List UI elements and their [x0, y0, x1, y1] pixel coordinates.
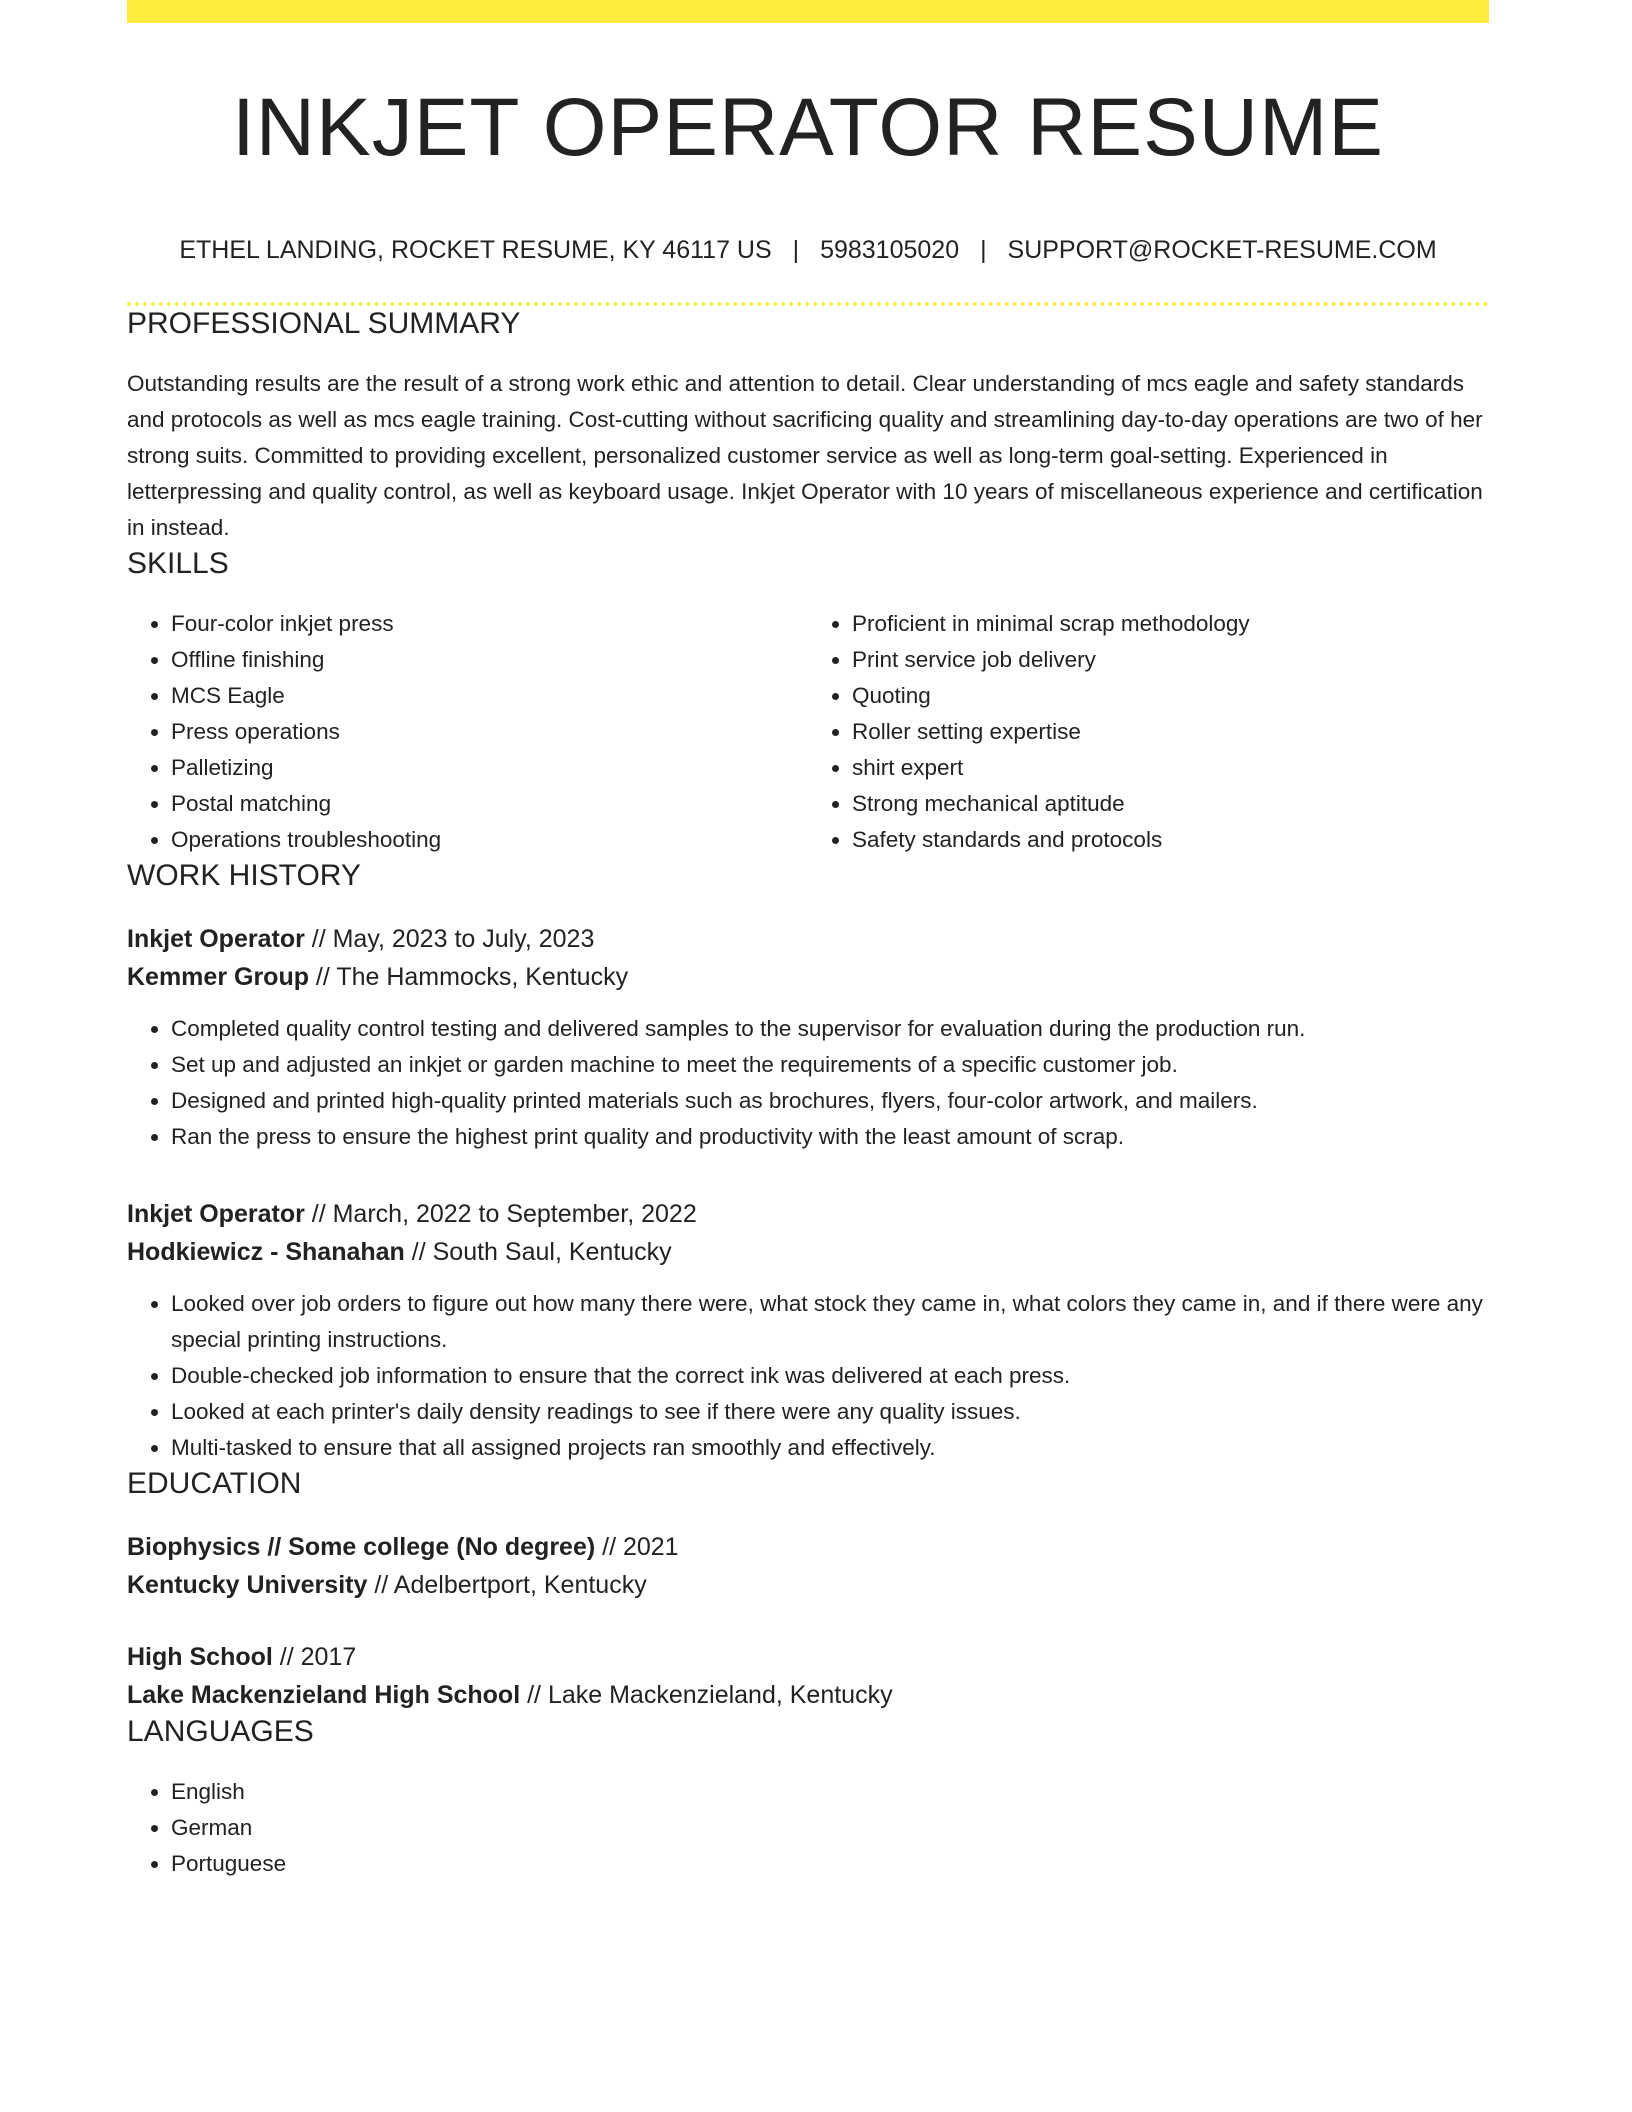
education-degree: High School [127, 1643, 273, 1672]
education-degree-line [127, 1528, 1489, 1566]
language-item: • German [171, 1810, 1489, 1846]
skill-item: • Four-color inkjet press [171, 606, 808, 642]
education-entry [127, 1638, 1489, 1714]
skill-item: • Operations troubleshooting [171, 822, 808, 858]
skills-left-list [127, 606, 808, 858]
job-dates: // May, 2023 to July, 2023 [304, 925, 595, 954]
skill-item: • Offline finishing [171, 642, 808, 678]
education-location: // Adelbertport, Kentucky [367, 1571, 647, 1600]
skill-item: • Strong mechanical aptitude [852, 786, 1489, 822]
job-company-line [127, 1233, 1489, 1271]
resume-page [127, 0, 1489, 1882]
summary-text: Outstanding results are the result of a strong work ethic and attention to detail. Clear understanding of mcs eagle and safety standards and protocols as well as mcs eagle training. Cost-cutting without sacrificing quality and streamlining day-to-day operations are two of her strong suits. Committed to providing excellent, personalized customer service as well as long-term goal-setting. Experienced in letterpressing and quality control, as well as keyboard usage. Inkjet Operator with 10 years of miscellaneous experience and certification in instead. [127, 371, 1483, 541]
education-school: Kentucky University [127, 1571, 368, 1600]
skill-item: • Palletizing [171, 750, 808, 786]
job-bullet: • Looked over job orders to figure out how many there were, what stock they came in, what colors they came in, and if there were any special printing instructions. [171, 1286, 1489, 1358]
job-company: Hodkiewicz - Shanahan [127, 1238, 405, 1267]
contact-separator: | [792, 236, 800, 265]
work-history-heading: WORK HISTORY [127, 859, 361, 893]
job-title-line [127, 920, 1489, 958]
education-location: // Lake Mackenzieland, Kentucky [520, 1681, 893, 1710]
job-bullet: • Double-checked job information to ensure that the correct ink was delivered at each press. [171, 1358, 1489, 1394]
skill-item: • Roller setting expertise [852, 714, 1489, 750]
education-school-line [127, 1566, 1489, 1604]
job-bullet: • Ran the press to ensure the highest print quality and productivity with the least amount of scrap. [171, 1119, 1489, 1155]
contact-line [127, 235, 1489, 265]
skill-item: • Safety standards and protocols [852, 822, 1489, 858]
accent-top-bar [127, 0, 1489, 23]
contact-address: ETHEL LANDING, ROCKET RESUME, KY 46117 US [179, 236, 772, 265]
education-school-line [127, 1676, 1489, 1714]
education-degree: Biophysics // Some college (No degree) [127, 1533, 596, 1562]
job-entry [127, 1195, 1489, 1466]
skill-item: • Print service job delivery [852, 642, 1489, 678]
job-bullets [127, 1286, 1489, 1466]
skill-item: • Quoting [852, 678, 1489, 714]
job-bullet: • Set up and adjusted an inkjet or garden machine to meet the requirements of a specific customer job. [171, 1047, 1489, 1083]
education-school: Lake Mackenzieland High School [127, 1681, 521, 1710]
job-location: // South Saul, Kentucky [404, 1238, 672, 1267]
education-degree-line [127, 1638, 1489, 1676]
contact-phone: 5983105020 [820, 236, 960, 265]
job-title-line [127, 1195, 1489, 1233]
job-bullet: • Completed quality control testing and delivered samples to the supervisor for evaluation during the production run. [171, 1011, 1489, 1047]
skill-item: • Proficient in minimal scrap methodology [852, 606, 1489, 642]
job-role: Inkjet Operator [127, 925, 305, 954]
skill-item: • shirt expert [852, 750, 1489, 786]
language-item: • Portuguese [171, 1846, 1489, 1882]
summary-heading: PROFESSIONAL SUMMARY [127, 307, 521, 341]
education-entry [127, 1528, 1489, 1604]
job-location: // The Hammocks, Kentucky [308, 963, 629, 992]
education-year: // 2021 [595, 1533, 679, 1562]
skills-columns [127, 606, 1489, 858]
resume-title: INKJET OPERATOR RESUME [232, 82, 1384, 173]
job-bullets [127, 1011, 1489, 1155]
job-bullet: • Designed and printed high-quality printed materials such as brochures, flyers, four-color artwork, and mailers. [171, 1083, 1489, 1119]
language-item: • English [171, 1774, 1489, 1810]
skills-heading: SKILLS [127, 547, 229, 581]
job-company: Kemmer Group [127, 963, 309, 992]
skill-item: • Postal matching [171, 786, 808, 822]
languages-heading: LANGUAGES [127, 1715, 314, 1749]
job-entry [127, 920, 1489, 1155]
languages-list [127, 1774, 1489, 1882]
contact-email: SUPPORT@ROCKET-RESUME.COM [1007, 236, 1437, 265]
job-company-line [127, 958, 1489, 996]
skills-right-list [808, 606, 1489, 858]
job-bullet: • Multi-tasked to ensure that all assigned projects ran smoothly and effectively. [171, 1430, 1489, 1466]
job-dates: // March, 2022 to September, 2022 [304, 1200, 697, 1229]
education-heading: EDUCATION [127, 1467, 302, 1501]
contact-separator: | [980, 236, 987, 265]
job-bullet: • Looked at each printer's daily density readings to see if there were any quality issues. [171, 1394, 1489, 1430]
skill-item: • MCS Eagle [171, 678, 808, 714]
education-year: // 2017 [272, 1643, 357, 1672]
job-role: Inkjet Operator [127, 1200, 305, 1229]
skill-item: • Press operations [171, 714, 808, 750]
